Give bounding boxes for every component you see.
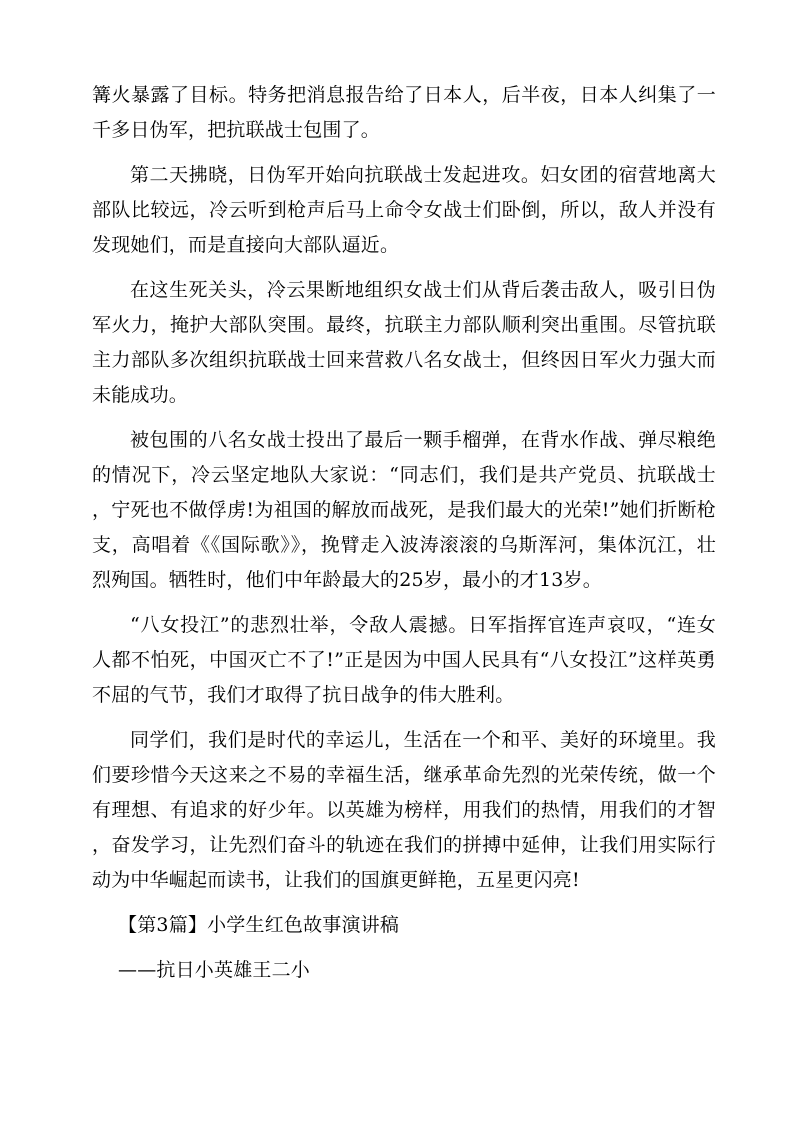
paragraph-1: 篝火暴露了目标。特务把消息报告给了日本人，后半夜，日本人纠集了一千多日伪军，把抗联战士包围了。 [92,84,716,141]
section-subtitle: ——抗日小英雄王二小 [118,959,311,981]
paragraph-5: “八女投江”的悲烈壮举，令敌人震撼。日军指挥官连声哀叹，“连女人都不怕死，中国灭亡不了!”正是因为中国人民具有“八女投江”这样英勇不屈的气节，我们才取得了抗日战争的伟大胜利。 [92,614,716,706]
paragraph-4: 被包围的八名女战士投出了最后一颗手榴弹，在背水作战、弹尽粮绝的情况下，冷云坚定地队大家说：“同志们，我们是共产党员、抗联战士，宁死也不做俘虏!为祖国的解放而战死，是我们最大的光荣!”她们折断枪支，高唱着《《国际歌》》，挽臂走入波涛滚滚的乌斯浑河，集体沉江，壮烈殉国。牺牲时，他们中年龄最大的25岁，最小的才13岁。 [92,429,716,591]
section-heading: 【第3篇】小学生红色故事演讲稿 [118,914,400,936]
paragraph-6: 同学们，我们是时代的幸运儿，生活在一个和平、美好的环境里。我们要珍惜今天这来之不易的幸福生活，继承革命先烈的光荣传统，做一个有理想、有追求的好少年。以英雄为榜样，用我们的热情，用我们的才智，奋发学习，让先烈们奋斗的轨迹在我们的拼搏中延伸，让我们用实际行动为中华崛起而读书，让我们的国旗更鲜艳，五星更闪亮! [92,729,716,891]
paragraph-2: 第二天拂晓，日伪军开始向抗联战士发起进攻。妇女团的宿营地离大部队比较远，冷云听到枪声后马上命令女战士们卧倒，所以，敌人并没有发现她们，而是直接向大部队逼近。 [92,164,716,256]
paragraph-3: 在这生死关头，冷云果断地组织女战士们从背后袭击敌人，吸引日伪军火力，掩护大部队突围。最终，抗联主力部队顺利突出重围。尽管抗联主力部队多次组织抗联战士回来营救八名女战士，但终因日军火力强大而未能成功。 [92,279,716,406]
document-body [92,78,716,988]
